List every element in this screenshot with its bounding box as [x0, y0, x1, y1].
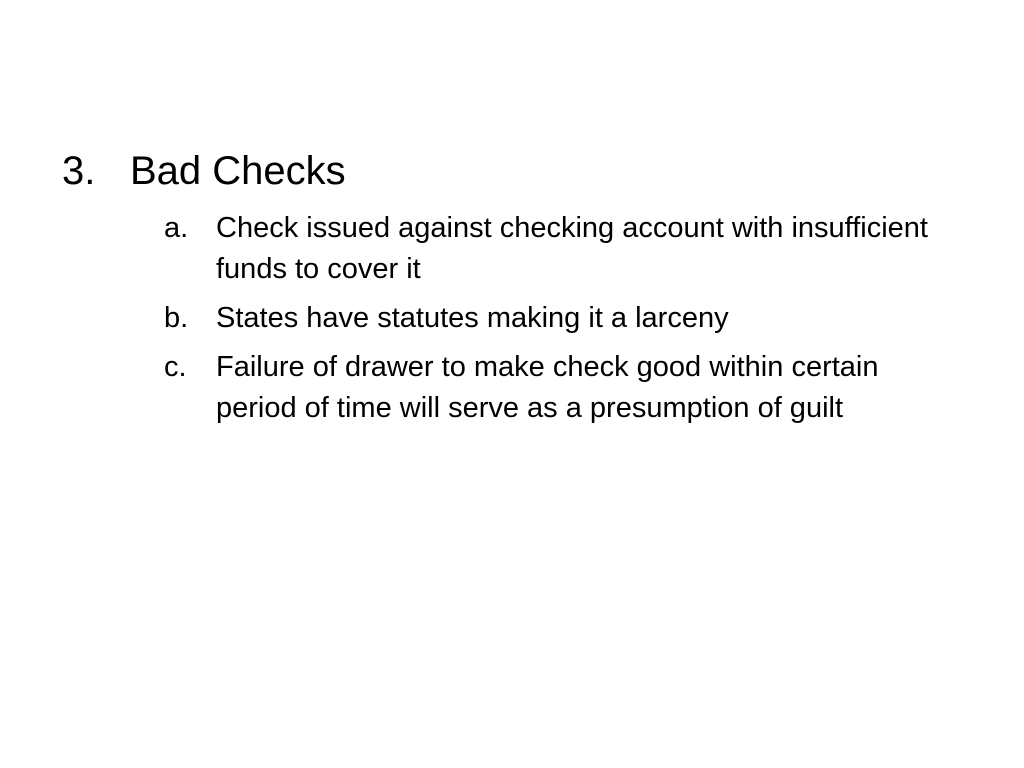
main-item-title: Bad Checks: [130, 149, 346, 193]
sub-list: [164, 208, 964, 437]
sub-item-marker: c.: [164, 351, 187, 383]
sub-list-item-b: [164, 298, 964, 339]
sub-item-marker: a.: [164, 212, 189, 244]
sub-item-text: Check issued against checking account with insufficient funds to cover it: [216, 212, 928, 285]
sub-list-item-c: [164, 347, 964, 429]
main-item-number: 3.: [62, 149, 96, 193]
sub-list-item-a: [164, 208, 964, 290]
sub-item-marker: b.: [164, 302, 189, 334]
sub-item-text: Failure of drawer to make check good within certain period of time will serve as a presumption of guilt: [216, 351, 879, 424]
sub-item-text: States have statutes making it a larceny: [216, 302, 729, 334]
